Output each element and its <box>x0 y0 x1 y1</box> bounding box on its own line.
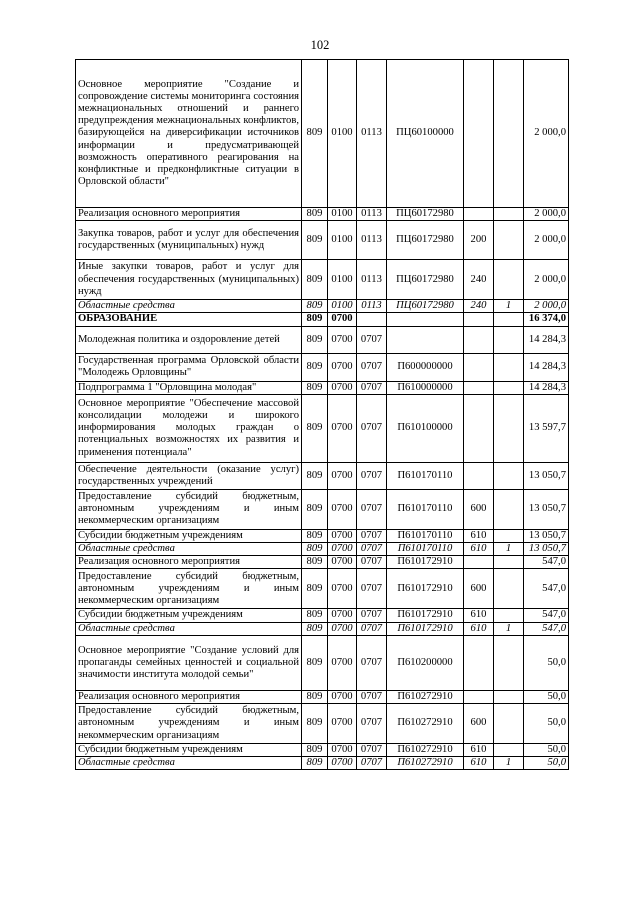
funding-source-code <box>494 313 524 326</box>
grbs-code: 809 <box>302 353 328 381</box>
amount: 547,0 <box>524 609 569 622</box>
section-code: 0700 <box>328 326 357 353</box>
expense-type-code <box>464 353 494 381</box>
amount: 2 000,0 <box>524 300 569 313</box>
subsection-code: 0707 <box>357 635 387 690</box>
grbs-code: 809 <box>302 704 328 744</box>
amount: 14 284,3 <box>524 353 569 381</box>
subsection-code: 0707 <box>357 757 387 770</box>
row-name: Молодежная политика и оздоровление детей <box>76 326 302 353</box>
table-row <box>76 394 569 462</box>
section-code: 0700 <box>328 690 357 703</box>
subsection-code: 0113 <box>357 260 387 300</box>
section-code: 0700 <box>328 556 357 569</box>
row-name: Областные средства <box>76 757 302 770</box>
expense-type-code: 200 <box>464 221 494 260</box>
target-article-code: П610172910 <box>387 609 464 622</box>
subsection-code: 0707 <box>357 529 387 542</box>
table-row <box>76 221 569 260</box>
grbs-code: 809 <box>302 300 328 313</box>
expense-type-code <box>464 556 494 569</box>
page-number: 102 <box>310 38 330 52</box>
grbs-code: 809 <box>302 690 328 703</box>
funding-source-code <box>494 744 524 757</box>
amount: 13 050,7 <box>524 543 569 556</box>
table-row <box>76 381 569 394</box>
section-code: 0100 <box>328 208 357 221</box>
funding-source-code <box>494 353 524 381</box>
table-row <box>76 690 569 703</box>
table-row <box>76 744 569 757</box>
funding-source-code <box>494 60 524 208</box>
grbs-code: 809 <box>302 529 328 542</box>
section-code: 0700 <box>328 529 357 542</box>
expense-type-code: 610 <box>464 744 494 757</box>
target-article-code: ПЦ60100000 <box>387 60 464 208</box>
funding-source-code <box>494 260 524 300</box>
expense-type-code: 240 <box>464 300 494 313</box>
amount: 14 284,3 <box>524 326 569 353</box>
row-name: Основное мероприятие "Обеспечение массовой консолидации молодежи и широкого информирования молодых граждан о потенциальных возможностях их развития и применения потенциала" <box>76 394 302 462</box>
funding-source-code: 1 <box>494 300 524 313</box>
amount: 2 000,0 <box>524 221 569 260</box>
row-name: Областные средства <box>76 622 302 635</box>
table-row <box>76 489 569 529</box>
target-article-code: П610170110 <box>387 543 464 556</box>
table-row <box>76 529 569 542</box>
section-code: 0700 <box>328 313 357 326</box>
row-name: Закупка товаров, работ и услуг для обеспечения государственных (муниципальных) нужд <box>76 221 302 260</box>
target-article-code <box>387 326 464 353</box>
grbs-code: 809 <box>302 569 328 609</box>
target-article-code: П610172910 <box>387 569 464 609</box>
row-name: Подпрограмма 1 "Орловщина молодая" <box>76 381 302 394</box>
subsection-code: 0707 <box>357 690 387 703</box>
subsection-code: 0113 <box>357 221 387 260</box>
funding-source-code <box>494 221 524 260</box>
grbs-code: 809 <box>302 556 328 569</box>
funding-source-code <box>494 381 524 394</box>
amount: 50,0 <box>524 704 569 744</box>
budget-table-body <box>76 60 569 770</box>
table-row <box>76 556 569 569</box>
table-row <box>76 60 569 208</box>
funding-source-code: 1 <box>494 757 524 770</box>
expense-type-code <box>464 208 494 221</box>
funding-source-code <box>494 569 524 609</box>
section-code: 0700 <box>328 569 357 609</box>
table-row <box>76 300 569 313</box>
expense-type-code: 610 <box>464 529 494 542</box>
funding-source-code: 1 <box>494 543 524 556</box>
target-article-code <box>387 313 464 326</box>
subsection-code: 0707 <box>357 462 387 489</box>
table-row <box>76 313 569 326</box>
row-name: Реализация основного мероприятия <box>76 556 302 569</box>
section-code: 0700 <box>328 543 357 556</box>
expense-type-code: 610 <box>464 609 494 622</box>
amount: 50,0 <box>524 635 569 690</box>
row-name: Предоставление субсидий бюджетным, автономным учреждениям и иным некоммерческим организациям <box>76 489 302 529</box>
expense-type-code <box>464 690 494 703</box>
table-row <box>76 326 569 353</box>
grbs-code: 809 <box>302 221 328 260</box>
subsection-code: 0707 <box>357 569 387 609</box>
row-name: Областные средства <box>76 543 302 556</box>
grbs-code: 809 <box>302 260 328 300</box>
section-code: 0700 <box>328 744 357 757</box>
target-article-code: ПЦ60172980 <box>387 208 464 221</box>
table-row <box>76 704 569 744</box>
section-code: 0700 <box>328 609 357 622</box>
section-code: 0700 <box>328 462 357 489</box>
grbs-code: 809 <box>302 462 328 489</box>
expense-type-code <box>464 60 494 208</box>
amount: 547,0 <box>524 556 569 569</box>
table-row <box>76 569 569 609</box>
expense-type-code <box>464 394 494 462</box>
expense-type-code: 600 <box>464 489 494 529</box>
funding-source-code <box>494 326 524 353</box>
amount: 50,0 <box>524 744 569 757</box>
target-article-code: ПЦ60172980 <box>387 260 464 300</box>
expense-type-code <box>464 381 494 394</box>
funding-source-code <box>494 394 524 462</box>
amount: 16 374,0 <box>524 313 569 326</box>
target-article-code: ПЦ60172980 <box>387 221 464 260</box>
expense-type-code <box>464 326 494 353</box>
target-article-code: П610000000 <box>387 381 464 394</box>
table-row <box>76 353 569 381</box>
subsection-code: 0707 <box>357 326 387 353</box>
row-name: Иные закупки товаров, работ и услуг для обеспечения государственных (муниципальных) нужд <box>76 260 302 300</box>
subsection-code: 0707 <box>357 622 387 635</box>
subsection-code: 0113 <box>357 300 387 313</box>
row-name: Субсидии бюджетным учреждениям <box>76 609 302 622</box>
budget-table <box>75 59 569 770</box>
amount: 2 000,0 <box>524 60 569 208</box>
target-article-code: П610272910 <box>387 690 464 703</box>
amount: 14 284,3 <box>524 381 569 394</box>
expense-type-code: 600 <box>464 704 494 744</box>
row-name: Государственная программа Орловской области "Молодежь Орловщины" <box>76 353 302 381</box>
section-code: 0100 <box>328 300 357 313</box>
section-code: 0700 <box>328 635 357 690</box>
table-row <box>76 757 569 770</box>
funding-source-code: 1 <box>494 622 524 635</box>
row-name: Основное мероприятие "Создание и сопровождение системы мониторинга состояния межнациональных отношений и раннего предупреждения межнациональных конфликтов, базирующейся на диверсификации источников информации и предусматривающей возможность оперативного реагирования на конфликтные и предконфликтные ситуации в Орловской области" <box>76 60 302 208</box>
expense-type-code <box>464 313 494 326</box>
row-name: Предоставление субсидий бюджетным, автономным учреждениям и иным некоммерческим организациям <box>76 704 302 744</box>
section-code: 0700 <box>328 622 357 635</box>
funding-source-code <box>494 556 524 569</box>
target-article-code: П610170110 <box>387 489 464 529</box>
table-row <box>76 543 569 556</box>
grbs-code: 809 <box>302 381 328 394</box>
subsection-code: 0707 <box>357 394 387 462</box>
subsection-code: 0707 <box>357 744 387 757</box>
subsection-code: 0113 <box>357 60 387 208</box>
funding-source-code <box>494 635 524 690</box>
expense-type-code: 610 <box>464 757 494 770</box>
target-article-code: П610200000 <box>387 635 464 690</box>
grbs-code: 809 <box>302 313 328 326</box>
grbs-code: 809 <box>302 543 328 556</box>
amount: 547,0 <box>524 569 569 609</box>
target-article-code: П610172910 <box>387 622 464 635</box>
grbs-code: 809 <box>302 208 328 221</box>
amount: 13 597,7 <box>524 394 569 462</box>
subsection-code: 0707 <box>357 556 387 569</box>
grbs-code: 809 <box>302 757 328 770</box>
amount: 547,0 <box>524 622 569 635</box>
section-code: 0700 <box>328 757 357 770</box>
funding-source-code <box>494 609 524 622</box>
row-name: Областные средства <box>76 300 302 313</box>
table-row <box>76 609 569 622</box>
expense-type-code: 610 <box>464 622 494 635</box>
funding-source-code <box>494 462 524 489</box>
amount: 2 000,0 <box>524 260 569 300</box>
target-article-code: П610170110 <box>387 529 464 542</box>
section-code: 0700 <box>328 704 357 744</box>
grbs-code: 809 <box>302 635 328 690</box>
section-code: 0700 <box>328 381 357 394</box>
target-article-code: П610272910 <box>387 757 464 770</box>
funding-source-code <box>494 208 524 221</box>
subsection-code: 0707 <box>357 543 387 556</box>
table-row <box>76 208 569 221</box>
row-name: Обеспечение деятельности (оказание услуг) государственных учреждений <box>76 462 302 489</box>
target-article-code: ПЦ60172980 <box>387 300 464 313</box>
funding-source-code <box>494 704 524 744</box>
section-code: 0100 <box>328 60 357 208</box>
target-article-code: П610170110 <box>387 462 464 489</box>
target-article-code: П610272910 <box>387 744 464 757</box>
grbs-code: 809 <box>302 394 328 462</box>
expense-type-code <box>464 462 494 489</box>
section-code: 0700 <box>328 394 357 462</box>
expense-type-code: 610 <box>464 543 494 556</box>
subsection-code <box>357 313 387 326</box>
subsection-code: 0707 <box>357 704 387 744</box>
funding-source-code <box>494 489 524 529</box>
grbs-code: 809 <box>302 744 328 757</box>
funding-source-code <box>494 690 524 703</box>
subsection-code: 0113 <box>357 208 387 221</box>
amount: 50,0 <box>524 690 569 703</box>
target-article-code: П600000000 <box>387 353 464 381</box>
row-name: Субсидии бюджетным учреждениям <box>76 744 302 757</box>
table-row <box>76 635 569 690</box>
section-code: 0700 <box>328 353 357 381</box>
funding-source-code <box>494 529 524 542</box>
grbs-code: 809 <box>302 60 328 208</box>
grbs-code: 809 <box>302 622 328 635</box>
section-code: 0700 <box>328 489 357 529</box>
amount: 2 000,0 <box>524 208 569 221</box>
table-row <box>76 622 569 635</box>
section-code: 0100 <box>328 221 357 260</box>
subsection-code: 0707 <box>357 381 387 394</box>
row-name: Основное мероприятие "Создание условий для пропаганды семейных ценностей и социальной значимости института молодой семьи" <box>76 635 302 690</box>
target-article-code: П610172910 <box>387 556 464 569</box>
subsection-code: 0707 <box>357 609 387 622</box>
grbs-code: 809 <box>302 609 328 622</box>
amount: 13 050,7 <box>524 489 569 529</box>
row-name: Субсидии бюджетным учреждениям <box>76 529 302 542</box>
amount: 50,0 <box>524 757 569 770</box>
table-row <box>76 260 569 300</box>
subsection-code: 0707 <box>357 489 387 529</box>
expense-type-code <box>464 635 494 690</box>
row-name: ОБРАЗОВАНИЕ <box>76 313 302 326</box>
amount: 13 050,7 <box>524 462 569 489</box>
amount: 13 050,7 <box>524 529 569 542</box>
subsection-code: 0707 <box>357 353 387 381</box>
expense-type-code: 240 <box>464 260 494 300</box>
target-article-code: П610100000 <box>387 394 464 462</box>
grbs-code: 809 <box>302 489 328 529</box>
row-name: Предоставление субсидий бюджетным, автономным учреждениям и иным некоммерческим организациям <box>76 569 302 609</box>
expense-type-code: 600 <box>464 569 494 609</box>
grbs-code: 809 <box>302 326 328 353</box>
target-article-code: П610272910 <box>387 704 464 744</box>
row-name: Реализация основного мероприятия <box>76 690 302 703</box>
row-name: Реализация основного мероприятия <box>76 208 302 221</box>
section-code: 0100 <box>328 260 357 300</box>
table-row <box>76 462 569 489</box>
